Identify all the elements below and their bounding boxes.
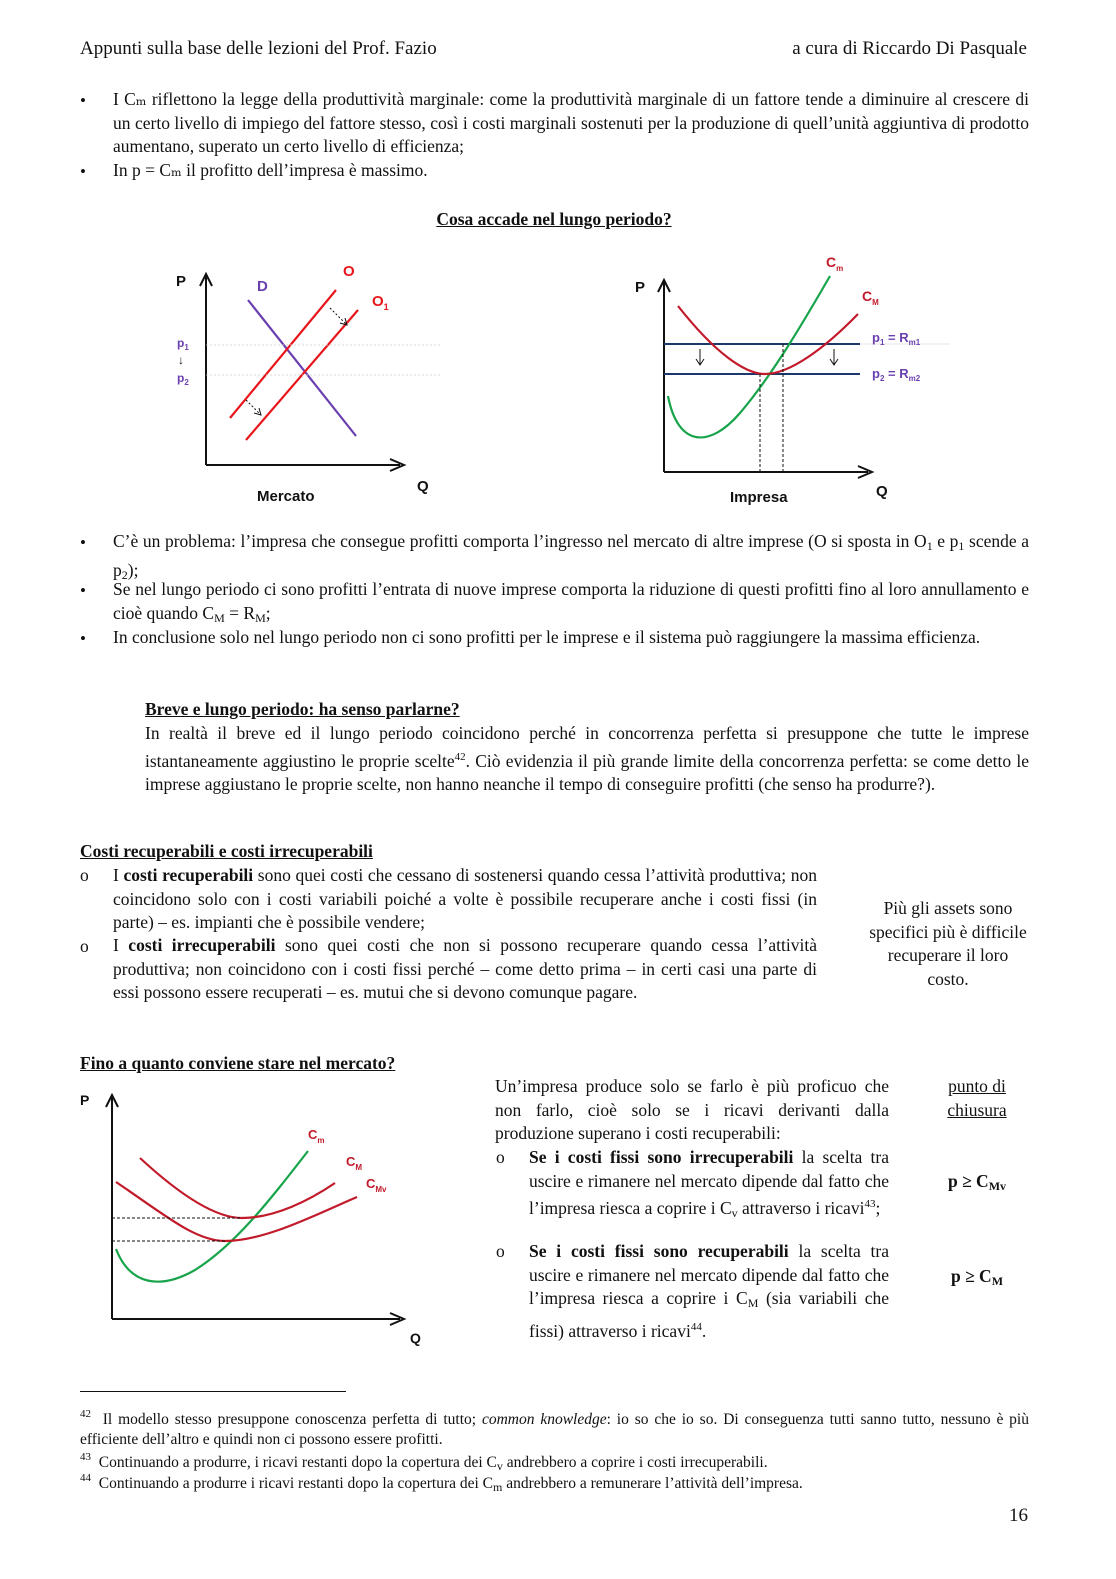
text-part: ; bbox=[875, 1198, 881, 1218]
condition-main: p ≥ C bbox=[950, 1266, 992, 1286]
x-axis-label: Q bbox=[876, 483, 888, 500]
bullet-dot: • bbox=[80, 91, 86, 110]
subscript: M bbox=[214, 610, 225, 625]
y-axis-label: P bbox=[176, 273, 187, 290]
text-part: e p bbox=[932, 531, 959, 551]
text-part: andrebbero a remunerare l’attività dell’impresa. bbox=[502, 1475, 803, 1492]
marginal-cost-curve bbox=[116, 1151, 308, 1282]
item-fixed-costs-recoverable bbox=[529, 1240, 889, 1343]
condition-variable bbox=[920, 1170, 1034, 1199]
price-label-p1-main: p bbox=[177, 336, 185, 350]
footnote-ref: 44 bbox=[690, 1320, 702, 1333]
text-part: sono quei costi che cessano di sostenersi quando cessa l’attività produttiva; non coincidono solo con i costi variabili poiché a volte è possibile recuperare anche i costi fissi (in parte) – es. impianti che è possibile vendere; bbox=[113, 865, 817, 932]
circle-bullet: o bbox=[80, 865, 89, 885]
y-axis-label: P bbox=[635, 279, 646, 296]
page-number: 16 bbox=[1009, 1505, 1028, 1526]
text-part: ; bbox=[265, 602, 271, 623]
chart-title: Mercato bbox=[257, 488, 315, 505]
item-sunk-costs bbox=[113, 934, 817, 1005]
bold-term: costi recuperabili bbox=[123, 865, 254, 885]
marginal-cost-label bbox=[826, 254, 843, 273]
footnote-42 bbox=[80, 1404, 1029, 1450]
text-part: Continuando a produrre i ricavi restanti dopo la copertura dei C bbox=[98, 1475, 494, 1492]
shift-arrow-2 bbox=[246, 400, 260, 414]
demand-curve bbox=[248, 300, 356, 436]
shutdown-chart bbox=[70, 1085, 440, 1353]
marginal-cost-label-sub: m bbox=[317, 1136, 325, 1145]
price-label-p2-rsub: m2 bbox=[908, 374, 921, 383]
average-variable-cost-label-main: C bbox=[366, 1176, 376, 1191]
text-part: la scelta tra uscire e rimanere nel mercato dipende dal fatto che l’impresa riesca a coprire i C bbox=[529, 1241, 889, 1308]
bullet-profit-annulment bbox=[113, 578, 1029, 630]
price-label-p1-rsub: m1 bbox=[908, 338, 921, 347]
marginal-cost-curve bbox=[668, 276, 830, 437]
bold-term: costi irrecuperabili bbox=[128, 935, 276, 955]
text-part: scende a p bbox=[113, 531, 1029, 580]
section-title-market: Fino a quanto conviene stare nel mercato? bbox=[80, 1053, 396, 1073]
circle-bullet: o bbox=[80, 936, 89, 956]
market-intro: Un’impresa produce solo se farlo è più proficuo che non farlo, cioè solo se i ricavi derivanti dalla produzione superano i costi recuperabili: bbox=[495, 1076, 889, 1143]
item-fixed-costs-sunk bbox=[529, 1146, 889, 1226]
average-cost-label-sub: M bbox=[355, 1163, 363, 1172]
section-title-short-long: Breve e lungo periodo: ha senso parlarne? bbox=[145, 699, 460, 719]
average-cost-label bbox=[346, 1154, 362, 1172]
text-part: C’è un problema: l’impresa che consegue profitti comporta l’ingresso nel mercato di altre imprese (O si sposta in O bbox=[113, 531, 927, 551]
circle-bullet: o bbox=[496, 1241, 505, 1261]
subscript: M bbox=[255, 610, 266, 625]
price-label-p2 bbox=[872, 366, 921, 383]
price-label-p2-sub: 2 bbox=[879, 374, 885, 383]
footnote-number: 42 bbox=[80, 1408, 91, 1420]
bullet-dot: • bbox=[80, 533, 86, 552]
header-left: Appunti sulla base delle lezioni del Prof. Fazio bbox=[80, 38, 437, 59]
text-part: sono quei costi che non si possono recuperare quando cessa l’attività produttiva; non coincidono con i costi fissi perché – come detto prima – in certi casi una parte di essi possono essere recuperati – es. mutui che si devono comunque pagare. bbox=[113, 935, 817, 1002]
x-axis-label: Q bbox=[410, 1330, 421, 1346]
supply-label-o1-main: O bbox=[372, 293, 384, 310]
price-label-p1-sub: 1 bbox=[879, 338, 885, 347]
chart-title: Impresa bbox=[730, 489, 788, 506]
text-part: andrebbero a coprire i costi irrecuperabili. bbox=[502, 1454, 768, 1471]
price-label-p1 bbox=[872, 330, 921, 347]
price-label-p2-eq: = R bbox=[884, 366, 909, 381]
supply-label-o1-sub: 1 bbox=[383, 302, 389, 312]
footnote-ref: 43 bbox=[864, 1198, 876, 1210]
marginal-cost-label-main: C bbox=[308, 1127, 318, 1142]
subscript: 2 bbox=[121, 567, 128, 582]
text-part: Se nel lungo periodo ci sono profitti l’entrata di nuove imprese comporta la riduzione di questi profitti fino al loro annullamento e cioè quando C bbox=[113, 579, 1029, 623]
text-part: I bbox=[113, 865, 124, 885]
bullet-dot: • bbox=[80, 629, 86, 648]
average-cost-label-main: C bbox=[346, 1154, 356, 1169]
condition-sub: M bbox=[991, 1274, 1004, 1288]
price-label-p1-sub: 1 bbox=[184, 343, 189, 352]
text-part: I bbox=[113, 935, 129, 955]
y-axis-label: P bbox=[80, 1092, 90, 1108]
bullet-dot: • bbox=[80, 162, 86, 181]
text-part: attraverso i ricavi bbox=[737, 1198, 865, 1218]
subscript: 1 bbox=[926, 539, 933, 553]
text-part: : io so che io so. Di conseguenza tutti sanno tutto, nessuno è più efficiente dell’altro e quindi non ci possono essere profitti. bbox=[80, 1411, 1029, 1448]
subscript: 1 bbox=[958, 539, 965, 553]
footnote-44 bbox=[80, 1468, 1029, 1497]
condition-sub: Mv bbox=[988, 1179, 1007, 1193]
average-variable-cost-label bbox=[366, 1176, 387, 1194]
bullet-text: I Cₘ riflettono la legge della produttività marginale: come la produttività marginale di un fattore tende a diminuire al crescere di un certo livello di impiego del fattore stesso, così i costi marginali sostenuti per la produzione di quell’unità aggiuntiva di prodotto aumentano, superato un certo livello di efficienza; bbox=[113, 89, 1029, 156]
text-part: Il modello stesso presuppone conoscenza perfetta di tutto; bbox=[102, 1411, 482, 1428]
bullet-max-profit: In p = Cₘ il profitto dell’impresa è massimo. bbox=[113, 160, 428, 180]
shift-arrow-1 bbox=[330, 308, 346, 324]
price-label-p2-main: p bbox=[872, 366, 880, 381]
italic-term: common knowledge bbox=[481, 1411, 607, 1428]
price-label-p2-sub: 2 bbox=[184, 378, 189, 387]
market-chart bbox=[160, 250, 440, 515]
footnote-ref: 42 bbox=[454, 750, 466, 763]
supply-label-o: O bbox=[343, 263, 355, 280]
condition-main: p ≥ C bbox=[947, 1171, 989, 1191]
subscript: M bbox=[747, 1296, 759, 1310]
text-part: ); bbox=[127, 559, 139, 580]
bold-term: Se i costi fissi sono irrecuperabili bbox=[529, 1147, 794, 1167]
subscript: v bbox=[496, 1459, 503, 1473]
firm-chart bbox=[620, 248, 950, 516]
bullet-dot: • bbox=[80, 581, 86, 600]
section-title-long-period: Cosa accade nel lungo periodo? bbox=[436, 209, 672, 229]
header-right: a cura di Riccardo Di Pasquale bbox=[792, 38, 1027, 59]
footnote-number: 43 bbox=[80, 1451, 91, 1463]
demand-label: D bbox=[257, 278, 268, 295]
item-recoverable-costs bbox=[113, 864, 817, 935]
average-cost-label bbox=[862, 288, 879, 307]
x-axis-label: Q bbox=[417, 478, 429, 495]
text-part: = R bbox=[224, 602, 256, 623]
footnote-divider bbox=[80, 1391, 346, 1392]
condition-average bbox=[920, 1265, 1034, 1294]
average-cost-curve bbox=[678, 306, 858, 374]
bullet-conclusion: In conclusione solo nel lungo periodo non ci sono profitti per le imprese e il sistema può raggiungere la massima efficienza. bbox=[113, 627, 981, 647]
price-label-p1-main: p bbox=[872, 330, 880, 345]
bold-term: Se i costi fissi sono recuperabili bbox=[529, 1241, 789, 1261]
text-part: In realtà il breve ed il lungo periodo coincidono perché in concorrenza perfetta si presuppone che tutte le imprese istantaneamente aggiustino le proprie scelte bbox=[145, 723, 1029, 771]
marginal-cost-label-main: C bbox=[826, 254, 837, 270]
text-part: (sia variabili che fissi) attraverso i ricavi bbox=[529, 1288, 889, 1341]
bullet-marginal-cost bbox=[113, 88, 1029, 159]
text-part: . bbox=[701, 1320, 707, 1341]
price-label-p1-eq: = R bbox=[884, 330, 909, 345]
paragraph-short-long bbox=[145, 722, 1029, 797]
average-cost-curve bbox=[140, 1158, 335, 1218]
text-part: la scelta tra uscire e rimanere nel mercato dipende dal fatto che l’impresa riesca a coprire i C bbox=[529, 1147, 889, 1218]
supply-label-o1 bbox=[372, 293, 389, 312]
side-title-shutdown: punto di chiusura bbox=[947, 1076, 1007, 1120]
subscript: m bbox=[493, 1480, 503, 1494]
price-arrow: ↓ bbox=[178, 353, 184, 367]
price-label-p2 bbox=[177, 371, 189, 387]
text-part: Continuando a produrre, i ricavi restanti dopo la copertura dei C bbox=[98, 1454, 497, 1471]
section-title-costs: Costi recuperabili e costi irrecuperabili bbox=[80, 841, 373, 861]
side-note-assets: Più gli assets sono specifici più è difficile recuperare il loro costo. bbox=[869, 898, 1027, 989]
marginal-cost-label bbox=[308, 1127, 325, 1145]
price-label-p2-main: p bbox=[177, 371, 185, 385]
average-variable-cost-label-sub: Mv bbox=[375, 1185, 387, 1194]
circle-bullet: o bbox=[496, 1147, 505, 1167]
text-part: . Ciò evidenzia il più grande limite della concorrenza perfetta: se come detto le imprese aggiustano le proprie scelte, non hanno neanche il tempo di conseguire profitti (che senso ha produrre?). bbox=[145, 750, 1029, 794]
average-cost-label-sub: M bbox=[872, 298, 879, 307]
footnote-number: 44 bbox=[80, 1472, 91, 1484]
subscript: v bbox=[731, 1206, 738, 1220]
price-label-p1 bbox=[177, 336, 189, 352]
average-cost-label-main: C bbox=[862, 288, 873, 304]
marginal-cost-label-sub: m bbox=[836, 264, 844, 273]
